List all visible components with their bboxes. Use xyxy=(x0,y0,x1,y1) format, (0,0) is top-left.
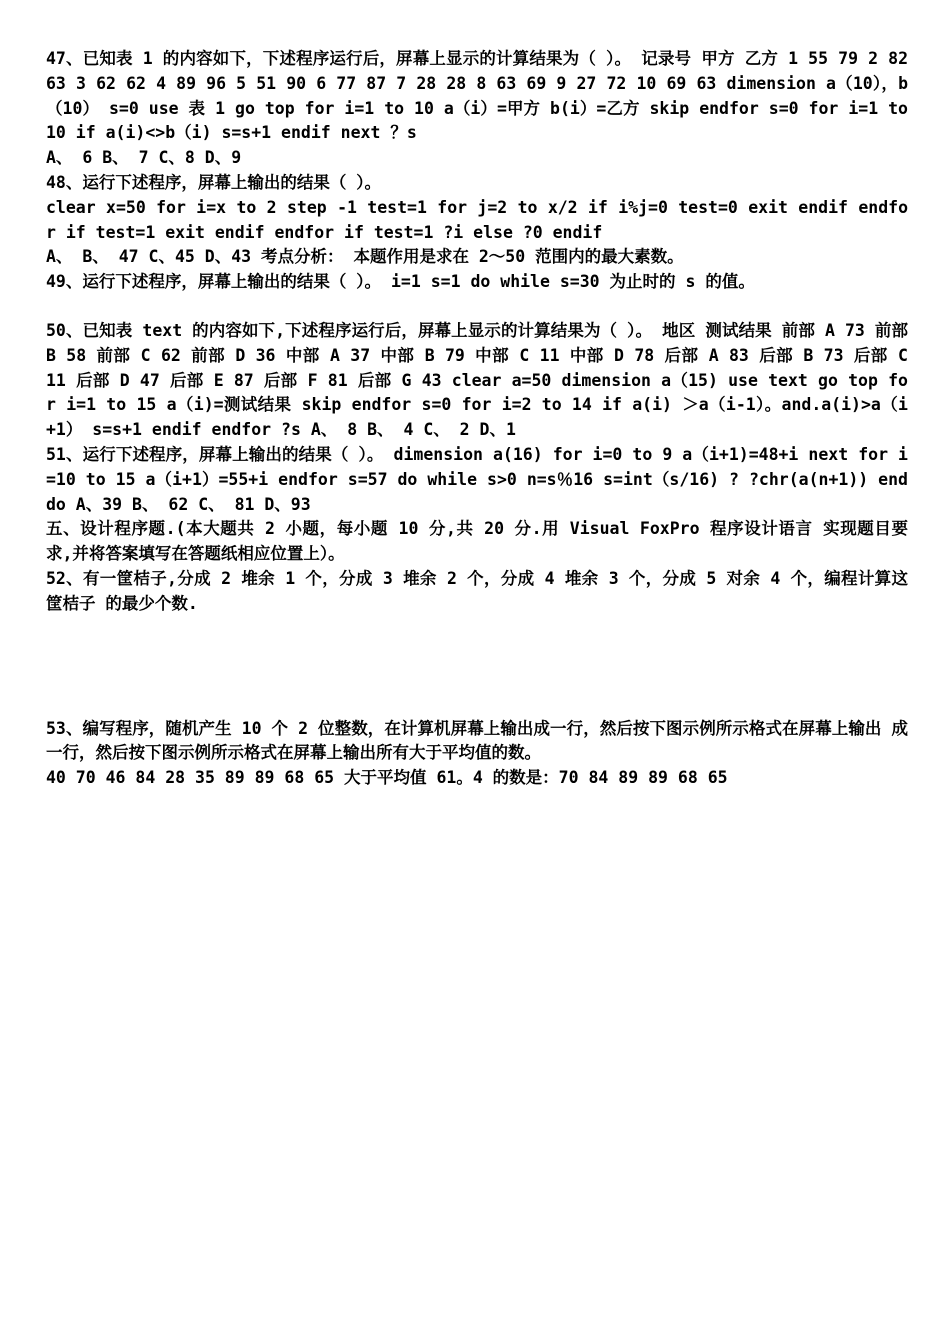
document-page xyxy=(46,47,908,791)
answer-space xyxy=(46,617,908,717)
question-53: 53、编写程序，随机产生 10 个 2 位整数，在计算机屏幕上输出成一行，然后按下图示例所示格式在屏幕上输出 成一行，然后按下图示例所示格式在屏幕上输出所有大于平均值的数。 xyxy=(46,718,908,763)
question-52: 52、有一筐桔子,分成 2 堆余 1 个，分成 3 堆余 2 个，分成 4 堆余 3 个，分成 5 对余 4 个，编程计算这筐桔子 的最少个数. xyxy=(46,568,908,613)
question-53-example: 40 70 46 84 28 35 89 89 68 65 大于平均值 61。4 的数是：70 84 89 89 68 65 xyxy=(46,768,728,788)
question-48-options: A、 B、 47 C、45 D、43 考点分析： 本题作用是求在 2～50 范围内的最大素数。 xyxy=(46,247,684,267)
question-47-options: A、 6 B、 7 C、8 D、9 xyxy=(46,148,242,168)
spacer xyxy=(46,295,908,319)
question-47: 47、已知表 1 的内容如下，下述程序运行后，屏幕上显示的计算结果为（ ）。 记录号 甲方 乙方 1 55 79 2 82 63 3 62 62 4 89 96 5 51 90 6 77 87 7 28 28 8 63 69 9 27 72 10 69 63 dimension a（10），b（10） s=0 use 表 1 go top for i=1 to 10 a（i）=甲方 b(i）=乙方 skip endfor s=0 for i=1 to 10 if a(i)<>b（i) s=s+1 endif next ？s xyxy=(46,49,908,143)
question-48: 48、运行下述程序，屏幕上输出的结果（ ）。 xyxy=(46,172,382,192)
section-5-heading: 五、设计程序题.(本大题共 2 小题，每小题 10 分,共 20 分.用 Visual FoxPro 程序设计语言 实现题目要求,并将答案填写在答题纸相应位置上）。 xyxy=(46,519,908,564)
question-51: 51、运行下述程序，屏幕上输出的结果（ ）。 dimension a(16) for i=0 to 9 a（i+1)=48+i next for i=10 to 15 a（i+1）=55+i endfor s=57 do while s>0 n=s％16 s=int（s/16) ? ?chr(a(n+1)) enddo A、39 B、 62 C、 81 D、93 xyxy=(46,444,908,514)
question-50: 50、已知表 text 的内容如下,下述程序运行后，屏幕上显示的计算结果为（ ）。 地区 测试结果 前部 A 73 前部 B 58 前部 C 62 前部 D 36 中部 A 37 中部 B 79 中部 C 11 中部 D 78 后部 A 83 后部 B 73 后部 C 11 后部 D 47 后部 E 87 后部 F 81 后部 G 43 clear a=50 dimension a（15) use text go top for i=1 to 15 a（i)=测试结果 skip endfor s=0 for i=2 to 14 if a(i) ＞a（i-1）。and.a(i)>a（i+1） s=s+1 endif endfor ?s A、 8 B、 4 C、 2 D、1 xyxy=(46,320,908,440)
question-48-code: clear x=50 for i=x to 2 step -1 test=1 for j=2 to x/2 if i%j=0 test=0 exit endif endfor if test=1 exit endif endfor if test=1 ?i else ?0 endif xyxy=(46,197,908,242)
question-49: 49、运行下述程序，屏幕上输出的结果（ ）。 i=1 s=1 do while s=30 为止时的 s 的值。 xyxy=(46,272,755,292)
